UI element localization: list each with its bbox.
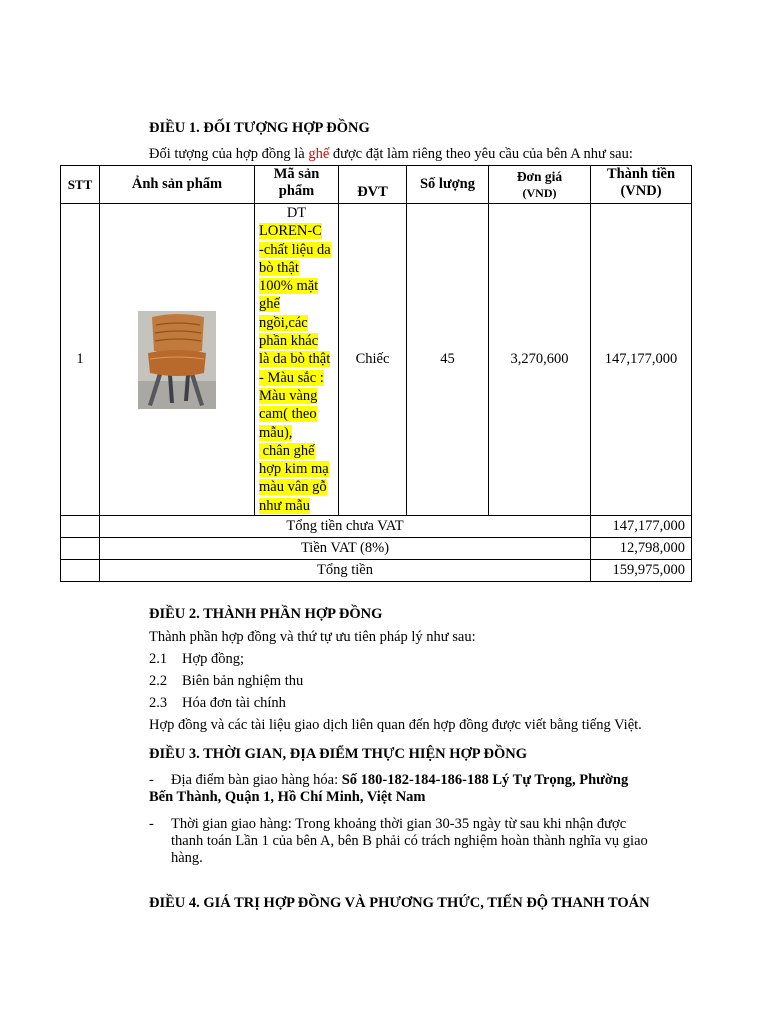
article2-heading: ĐIỀU 2. THÀNH PHẦN HỢP ĐỒNG	[149, 606, 383, 622]
article2-intro: Thành phần hợp đồng và thứ tự ưu tiên pháp lý như sau:	[149, 629, 476, 645]
list-item-number: 2.1	[149, 651, 168, 667]
header-total-line1: Thành tiền	[606, 166, 676, 182]
header-total	[591, 166, 692, 204]
summary-label: Tiền VAT (8%)	[100, 538, 591, 560]
summary-row-total	[61, 560, 692, 582]
article3-bullet-time	[149, 816, 687, 867]
description-line-text: LOREN-C	[259, 223, 322, 240]
article2-closing: Hợp đồng và các tài liệu giao dịch liên quan đến hợp đồng được viết bằng tiếng Việt.	[149, 717, 642, 733]
header-price-line2: (VND)	[522, 185, 557, 200]
list-item-number: 2.3	[149, 695, 168, 711]
header-code-line2: phẩm	[278, 183, 315, 199]
bullet-label: Địa điểm bàn giao hàng hóa:	[171, 772, 342, 788]
article1-intro	[149, 146, 633, 163]
description-line	[259, 350, 336, 368]
list-item-text: Biên bản nghiệm thu	[182, 673, 304, 689]
summary-row-vat	[61, 538, 692, 560]
article3-bullet-location	[149, 772, 687, 806]
description-line-text: phần khác	[259, 333, 319, 350]
article4-heading: ĐIỀU 4. GIÁ TRỊ HỢP ĐỒNG VÀ PHƯƠNG THỨC, TIẾN ĐỘ THANH TOÁN	[149, 895, 650, 911]
header-code	[255, 166, 339, 204]
row-stt: 1	[61, 204, 100, 516]
description-line	[259, 332, 336, 350]
chair-image	[138, 311, 216, 409]
header-price	[489, 166, 591, 204]
description-line	[259, 277, 336, 295]
description-line-text: như mẫu	[259, 497, 310, 514]
header-stt: STT	[61, 166, 100, 204]
description-line-text: 100% mặt	[259, 278, 319, 295]
bullet-dash: -	[149, 772, 154, 788]
intro-text-end: được đặt làm riêng theo yêu cầu của bên A như sau:	[329, 146, 633, 162]
description-line-text: ngồi,các	[259, 314, 308, 331]
description-line-text: -chất liệu da	[259, 241, 331, 258]
list-item	[149, 695, 286, 712]
description-line	[259, 314, 336, 332]
description-line	[259, 497, 336, 515]
summary-value: 147,177,000	[591, 516, 692, 538]
delivery-time-line3: hàng.	[171, 850, 203, 866]
description-line	[259, 295, 336, 313]
description-line-text: ghế	[259, 296, 280, 313]
description-line	[259, 241, 336, 259]
header-code-line1: Mã sản	[273, 166, 320, 182]
chair-photo	[138, 311, 216, 409]
row-total: 147,177,000	[591, 204, 692, 516]
description-line	[259, 222, 336, 240]
row-quantity: 45	[407, 204, 489, 516]
description-line	[259, 259, 336, 277]
header-quantity: Số lượng	[407, 166, 489, 204]
header-price-line1: Đơn giá	[516, 168, 563, 184]
header-total-line2: (VND)	[620, 183, 662, 199]
row-price: 3,270,600	[489, 204, 591, 516]
description-line	[259, 478, 336, 496]
address-line1: Số 180-182-184-186-188 Lý Tự Trọng, Phường	[341, 772, 629, 788]
table-header-row	[61, 166, 692, 204]
bullet-dash: -	[149, 816, 154, 832]
header-image: Ảnh sản phẩm	[100, 166, 255, 204]
address-line2: Bến Thành, Quận 1, Hồ Chí Minh, Việt Nam	[149, 789, 426, 805]
summary-label: Tổng tiền	[100, 560, 591, 582]
description-line-text: màu vân gỗ	[259, 479, 327, 496]
summary-value: 12,798,000	[591, 538, 692, 560]
article3-heading: ĐIỀU 3. THỜI GIAN, ĐỊA ĐIỂM THỰC HIỆN HỢP ĐỒNG	[149, 746, 527, 762]
summary-row-subtotal	[61, 516, 692, 538]
description-line-text: mẫu),	[259, 424, 293, 441]
description-line	[259, 387, 336, 405]
delivery-time-line1: Thời gian giao hàng: Trong khoảng thời gian 30-35 ngày từ sau khi nhận được	[171, 816, 627, 832]
description-line	[259, 369, 336, 387]
summary-label: Tổng tiền chưa VAT	[100, 516, 591, 538]
row-image-cell	[100, 204, 255, 516]
article1-heading: ĐIỀU 1. ĐỐI TƯỢNG HỢP ĐỒNG	[149, 120, 370, 136]
description-line-text: là da bò thật	[259, 351, 331, 368]
header-unit: ĐVT	[339, 166, 407, 204]
description-line-text: - Màu sắc :	[259, 369, 324, 386]
intro-text-start: Đối tượng của hợp đồng là	[149, 146, 309, 162]
list-item-text: Hóa đơn tài chính	[182, 695, 286, 711]
row-description	[255, 204, 339, 516]
row-description-lines	[257, 222, 336, 515]
table-row	[61, 204, 692, 516]
description-line	[259, 405, 336, 423]
list-item-text: Hợp đồng;	[182, 651, 245, 667]
row-code-plain: DT	[286, 205, 307, 221]
description-line-text: chân ghế	[259, 442, 315, 459]
list-item-number: 2.2	[149, 673, 168, 689]
intro-highlight-word: ghế	[308, 146, 330, 162]
description-line	[259, 460, 336, 478]
product-table	[60, 165, 692, 582]
description-line-text: hợp kim mạ	[259, 461, 329, 478]
list-item	[149, 673, 303, 690]
description-line-text: bò thật	[259, 259, 299, 276]
row-unit: Chiếc	[339, 204, 407, 516]
description-line	[259, 424, 336, 442]
description-line-text: Màu vàng	[259, 387, 318, 404]
delivery-time-line2: thanh toán Lần 1 của bên A, bên B phải có trách nghiệm hoàn thành nghĩa vụ giao	[171, 833, 648, 849]
description-line-text: cam( theo	[259, 406, 317, 423]
summary-value: 159,975,000	[591, 560, 692, 582]
list-item	[149, 651, 244, 668]
description-line	[259, 442, 336, 460]
